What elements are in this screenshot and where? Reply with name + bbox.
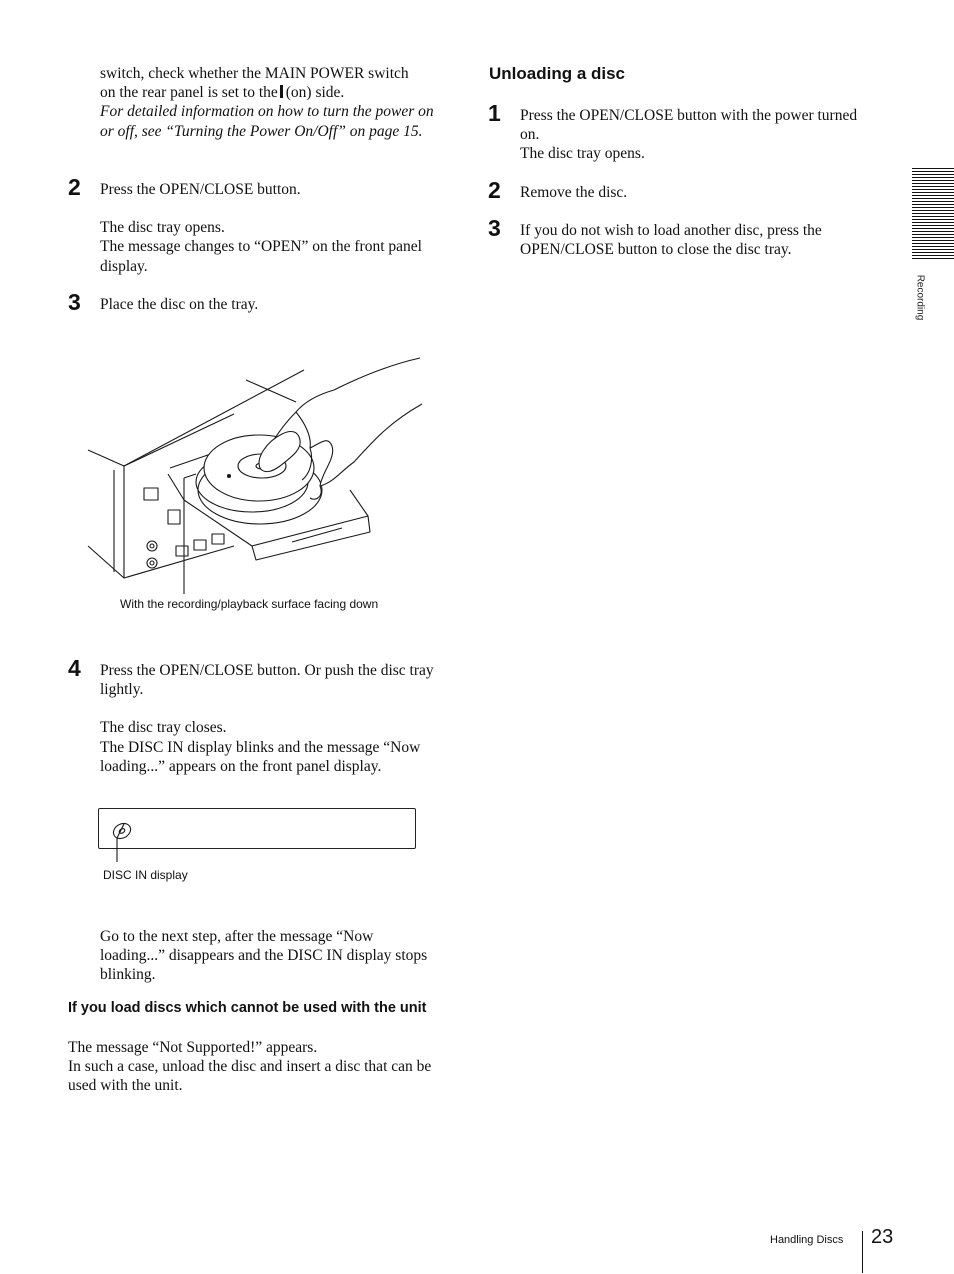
- unload-step-3-number: 3: [488, 215, 501, 241]
- step-2-result-2: The message changes to “OPEN” on the front panel display.: [100, 238, 422, 275]
- step-4-body: [100, 661, 445, 776]
- intro-note: For detailed information on how to turn the power on or off, see “Turning the Power On/Off” on page 15.: [100, 103, 434, 140]
- step-3-number: 3: [68, 289, 81, 315]
- step-2-result-1: The disc tray opens.: [100, 219, 225, 237]
- page-number: 23: [871, 1226, 894, 1248]
- unload-step-1-body: [520, 106, 865, 164]
- unusable-line-2: In such a case, unload the disc and insert a disc that can be used with the unit.: [68, 1058, 432, 1095]
- unusable-discs-body: [68, 1038, 446, 1096]
- step-3-text: Place the disc on the tray.: [100, 296, 259, 313]
- disc-in-icon: [108, 818, 138, 864]
- unload-step-3-text: If you do not wish to load another disc, press the OPEN/CLOSE button to close the disc tray.: [520, 222, 822, 259]
- disc-loading-illustration: [84, 350, 429, 600]
- unloading-heading: Unloading a disc: [489, 64, 626, 83]
- step-2-number: 2: [68, 174, 81, 200]
- disc-figure-caption: With the recording/playback surface facing down: [120, 597, 379, 611]
- unload-step-1-number: 1: [488, 100, 501, 126]
- footer-section-title: Handling Discs: [770, 1234, 844, 1246]
- step-2-text: Press the OPEN/CLOSE button.: [100, 181, 301, 198]
- unusable-discs-heading: If you load discs which cannot be used with the unit: [68, 1000, 427, 1016]
- step-4-text: Press the OPEN/CLOSE button. Or push the disc tray lightly.: [100, 662, 434, 699]
- step-4-number: 4: [68, 655, 81, 681]
- intro-line-1: switch, check whether the MAIN POWER switch: [100, 65, 409, 82]
- footer-divider: [862, 1231, 863, 1273]
- section-tab-label: Recording: [914, 274, 926, 321]
- unload-step-1-result: The disc tray opens.: [520, 145, 645, 163]
- intro-line-2: [100, 83, 445, 102]
- power-on-symbol-icon: [280, 85, 283, 98]
- step-4-result-2: The DISC IN display blinks and the message “Now loading...” appears on the front panel display.: [100, 738, 421, 775]
- intro-paragraph: [100, 64, 445, 141]
- unusable-line-1: The message “Not Supported!” appears.: [68, 1039, 318, 1056]
- unload-step-1-text: Press the OPEN/CLOSE button with the power turned on.: [520, 107, 858, 144]
- display-figure-caption: DISC IN display: [103, 868, 188, 882]
- unload-step-2-number: 2: [488, 177, 501, 203]
- step-4-result-1: The disc tray closes.: [100, 719, 227, 737]
- section-tab-marker: [912, 168, 954, 260]
- front-panel-display: [98, 808, 416, 849]
- step-2-body: [100, 180, 445, 276]
- intro-line-2-end: (on) side.: [285, 84, 345, 102]
- step-4-after: Go to the next step, after the message “Now loading...” disappears and the DISC IN display stops blinking.: [100, 928, 428, 984]
- intro-line-2-text: on the rear panel is set to the: [100, 84, 278, 102]
- unload-step-2-text: Remove the disc.: [520, 184, 628, 201]
